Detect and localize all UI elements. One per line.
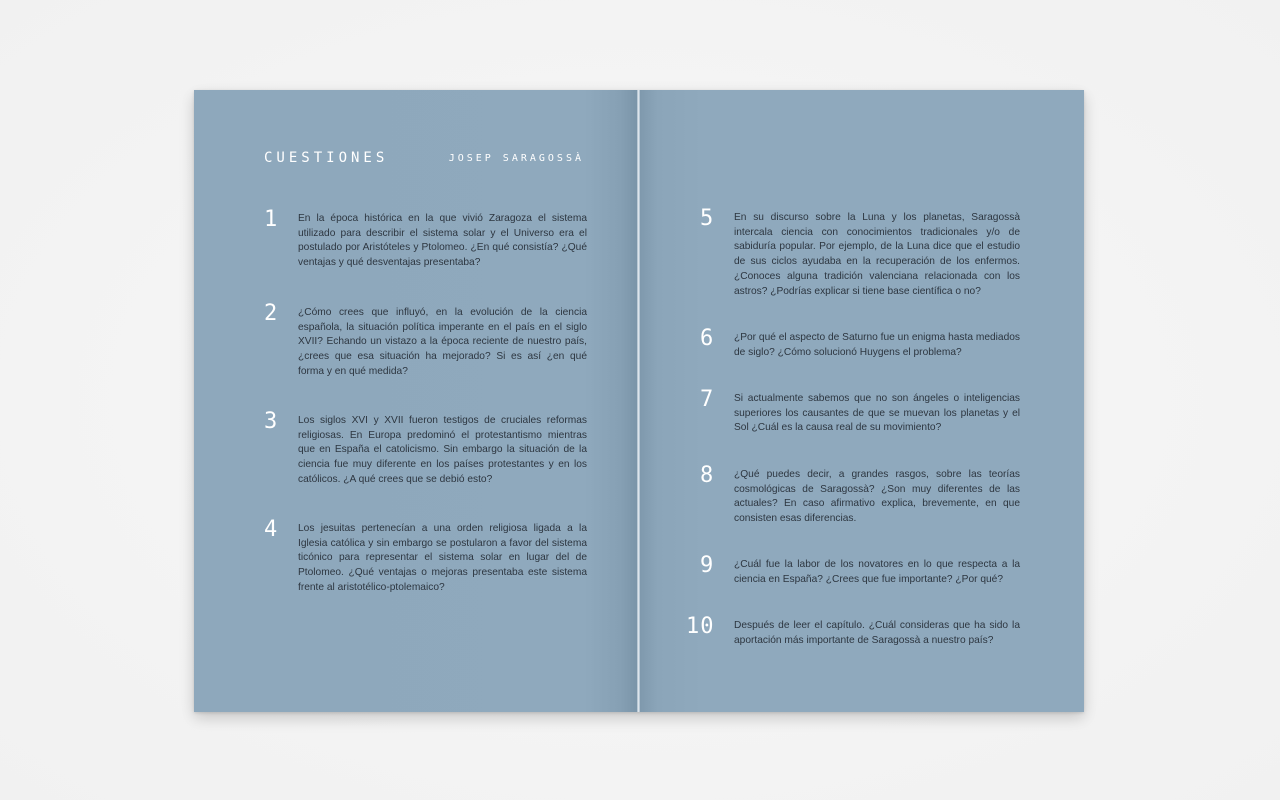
question-number: 9	[700, 553, 715, 578]
author-name: JOSEP SARAGOSSÀ	[448, 153, 584, 164]
question-text: ¿Cuál fue la labor de los novatores en lo que respecta a la ciencia en España? ¿Crees que fue importante? ¿Por qué?	[734, 559, 1020, 585]
question-number: 6	[700, 326, 715, 351]
open-booklet-spread	[194, 90, 1084, 712]
question-text: ¿Qué puedes decir, a grandes rasgos, sobre las teorías cosmológicas de Saragossà? ¿Son muy diferentes de las actuales? En caso afirmativo explica, brevemente, en que consisten esas diferencias.	[734, 469, 1020, 525]
question-number: 1	[264, 207, 279, 232]
question-number: 10	[686, 614, 715, 639]
question-text: Los siglos XVI y XVII fueron testigos de cruciales reformas religiosas. En Europa predominó el protestantismo mientras que en España el catolicismo. Sin embargo la situación de la ciencia fue muy diferente en los países protestantes y en los católicos. ¿A qué crees que se debió esto?	[298, 415, 587, 485]
question-number: 2	[264, 301, 279, 326]
section-title: CUESTIONES	[264, 150, 389, 166]
question-number: 5	[700, 206, 715, 231]
question-text: ¿Cómo crees que influyó, en la evolución de la ciencia española, la situación política imperante en el país en el siglo XVII? Echando un vistazo a la época reciente de nuestro país, ¿crees que esa situación ha mejorado? Si es así ¿en qué forma y en qué medida?	[298, 307, 587, 377]
question-number: 4	[264, 517, 279, 542]
question-text: ¿Por qué el aspecto de Saturno fue un enigma hasta mediados de siglo? ¿Cómo solucionó Huygens el problema?	[734, 332, 1021, 358]
left-page	[194, 90, 638, 712]
question-number: 3	[264, 409, 279, 434]
question-text: En su discurso sobre la Luna y los planetas, Saragossà intercala ciencia con conocimientos tradicionales y/o de sabiduría popular. Por ejemplo, de la Luna dice que el estudio de sus ciclos ayudaba en la recuperación de los enfermos. ¿Conoces alguna tradición valenciana relacionada con los astros? ¿Podrías explicar si tiene base científica o no?	[734, 212, 1020, 297]
question-text: Los jesuitas pertenecían a una orden religiosa ligada a la Iglesia católica y sin embargo se postularon a favor del sistema ticónico para representar el sistema solar en lugar del de Ptolomeo. ¿Qué ventajas o mejoras presentaba este sistema frente al aristotélico-ptolemaico?	[298, 523, 587, 593]
right-page	[640, 90, 1084, 712]
question-number: 8	[700, 463, 715, 488]
question-number: 7	[700, 387, 715, 412]
question-text: Si actualmente sabemos que no son ángeles o inteligencias superiores los causantes de que se muevan los planetas y el Sol ¿Cuál es la causa real de su movimiento?	[734, 393, 1020, 434]
question-text: Después de leer el capítulo. ¿Cuál consideras que ha sido la aportación más importante de Saragossà a nuestro país?	[734, 620, 1020, 646]
question-text: En la época histórica en la que vivió Zaragoza el sistema utilizado para describir el sistema solar y el Universo era el postulado por Aristóteles y Ptolomeo. ¿En qué consistía? ¿Qué ventajas y qué desventajas presentaba?	[298, 213, 587, 269]
